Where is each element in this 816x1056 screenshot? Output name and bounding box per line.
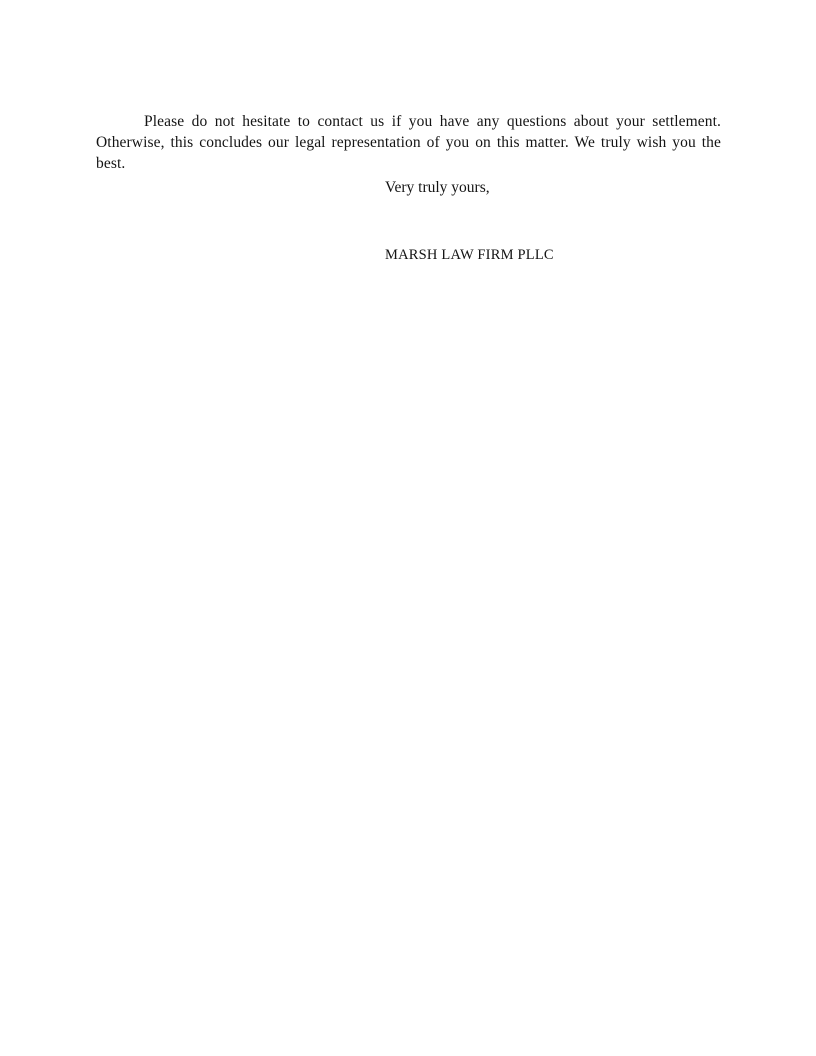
firm-name: MARSH LAW FIRM PLLC <box>385 247 554 263</box>
closing-paragraph: Please do not hesitate to contact us if you have any questions about your settlement. Otherwise, this concludes our legal representation of you on this matter. We truly wish you the best. <box>96 112 721 172</box>
valediction: Very truly yours, <box>385 179 490 196</box>
